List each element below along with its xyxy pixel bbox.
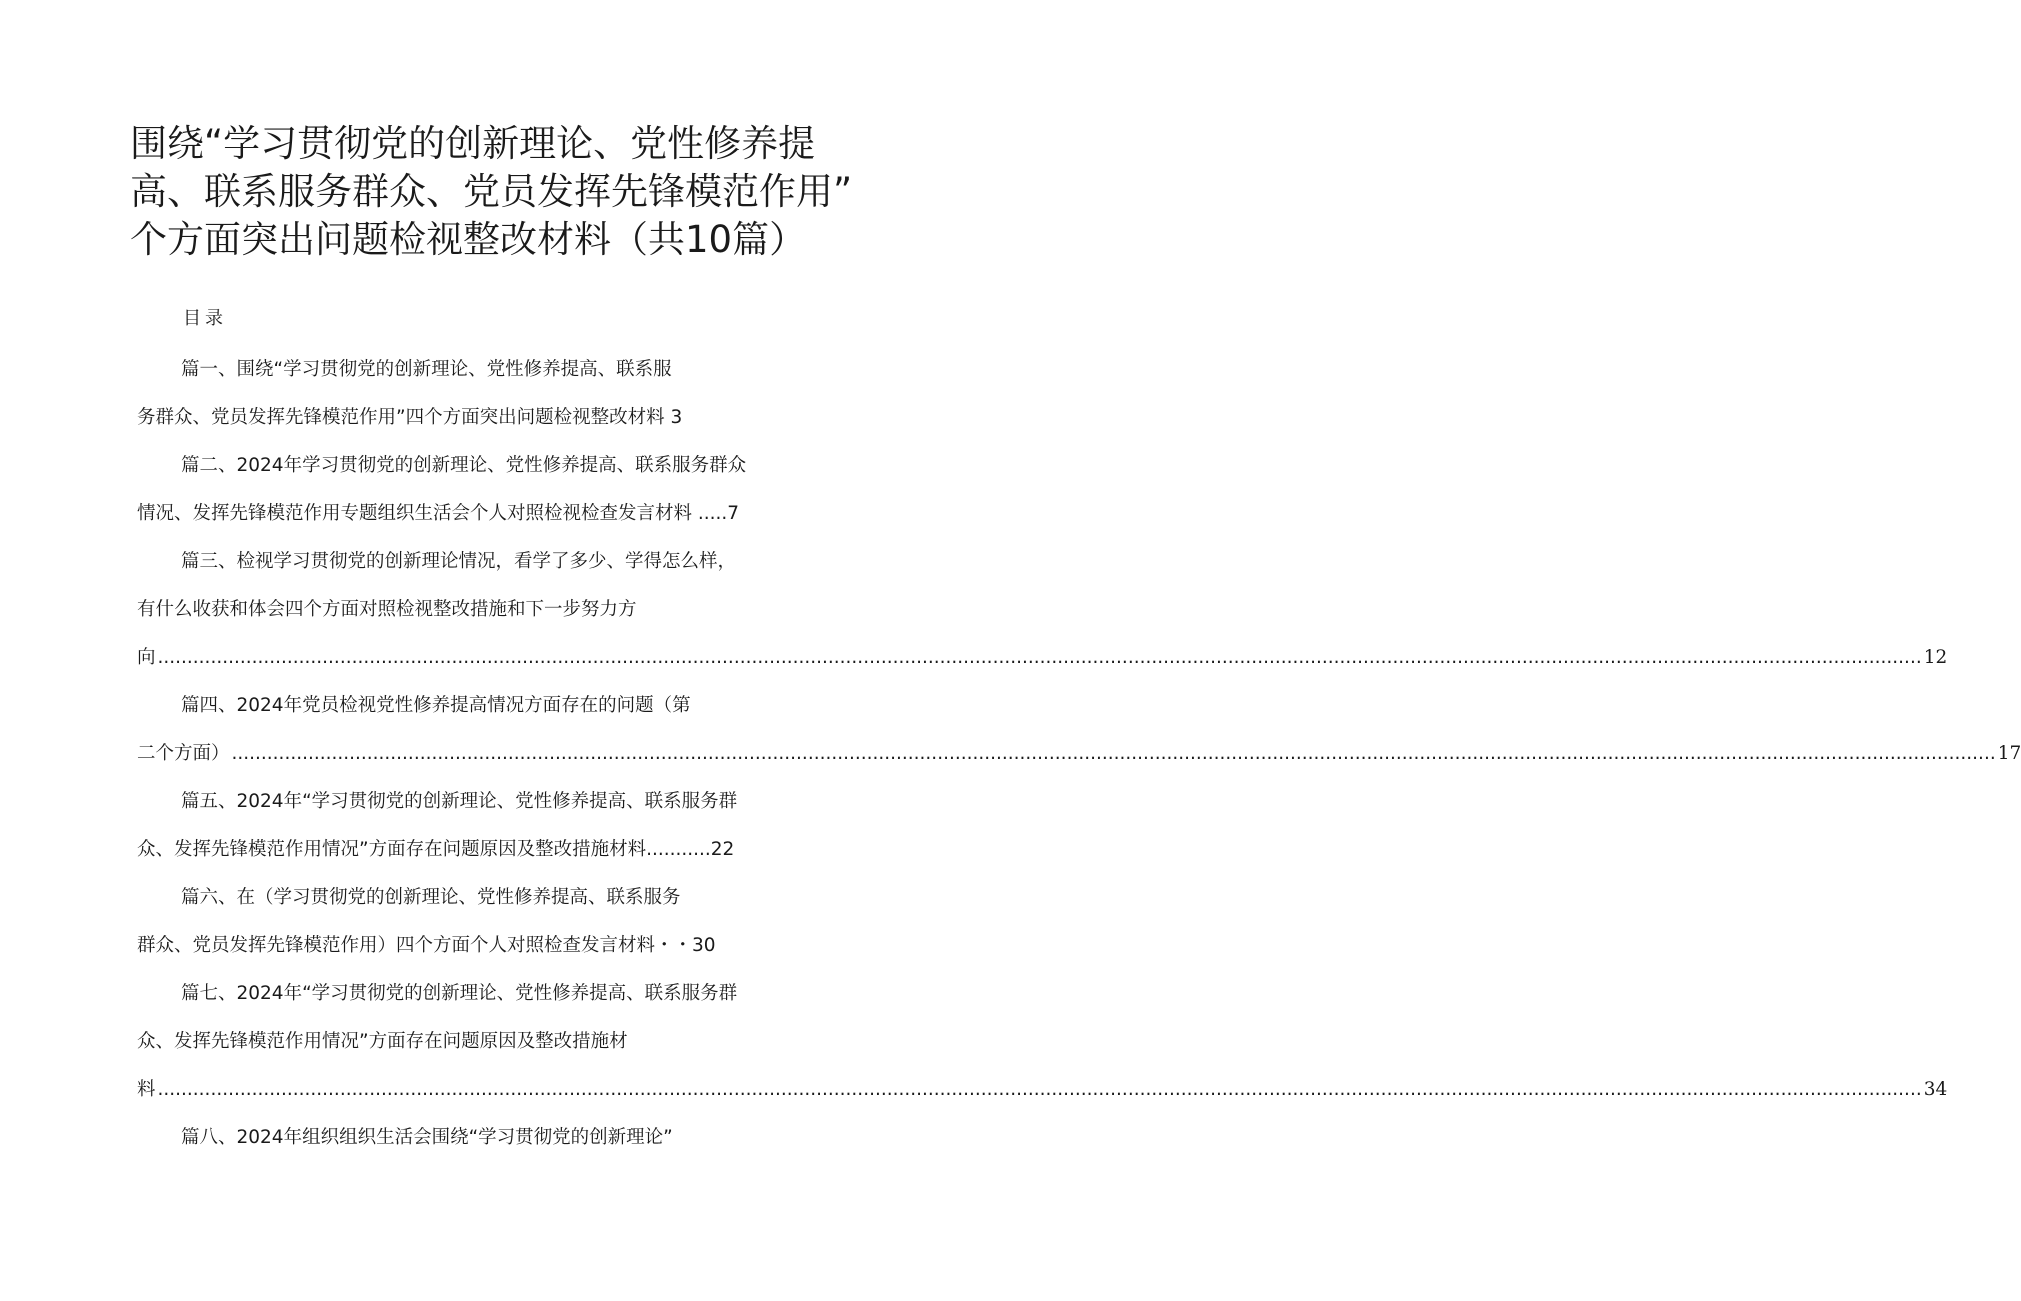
toc-entry-7-line-2[interactable]: 众、发挥先锋模范作用情况”方面存在问题原因及整改措施材: [137, 1031, 628, 1052]
toc-entry-4-leader-text: 二个方面）: [137, 743, 230, 764]
toc-entry-5-line-1[interactable]: 篇五、2024年“学习贯彻党的创新理论、党性修养提高、联系服务群: [181, 791, 738, 812]
toc-entry-2-line-1[interactable]: 篇二、2024年学习贯彻党的创新理论、党性修养提高、联系服务群众: [181, 455, 747, 476]
title-line-3: 个方面突出问题检视整改材料（共10篇）: [130, 218, 807, 261]
dot-leader: ............................................................................................................................................................................................................................................................................................................: [157, 647, 1922, 668]
toc-entry-5-line-2[interactable]: 众、发挥先锋模范作用情况”方面存在问题原因及整改措施材料...........22: [137, 839, 735, 860]
toc-entry-4-page-number: 17: [1997, 743, 2021, 764]
title-line-1: 围绕“学习贯彻党的创新理论、党性修养提: [130, 122, 816, 165]
dot-leader: ............................................................................................................................................................................................................................................................................................................: [231, 743, 1996, 764]
toc-heading: 目录: [183, 308, 227, 329]
toc-entry-3-leader-text: 向: [137, 647, 156, 668]
toc-entry-3-line-1[interactable]: 篇三、检视学习贯彻党的创新理论情况，看学了多少、学得怎么样，: [181, 551, 737, 572]
toc-entry-7-leader-text: 料: [137, 1079, 156, 1100]
toc-entry-6-line-1[interactable]: 篇六、在（学习贯彻党的创新理论、党性修养提高、联系服务: [181, 887, 681, 908]
toc-entry-3-line-3[interactable]: [137, 634, 1948, 682]
toc-entry-4-line-1[interactable]: 篇四、2024年党员检视党性修养提高情况方面存在的问题（第: [181, 695, 691, 716]
toc-entry-7-line-3[interactable]: [137, 1066, 1948, 1114]
toc-entry-2-line-2[interactable]: 情况、发挥先锋模范作用专题组织生活会个人对照检视检查发言材料 .....7: [137, 503, 740, 524]
toc-entry-8-line-1[interactable]: 篇八、2024年组织组织生活会围绕“学习贯彻党的创新理论”: [181, 1127, 673, 1148]
document-title: [130, 120, 853, 264]
dot-leader: ............................................................................................................................................................................................................................................................................................................: [157, 1079, 1922, 1100]
toc-entry-6-line-2[interactable]: 群众、党员发挥先锋模范作用）四个方面个人对照检查发言材料・・30: [137, 935, 716, 956]
toc-entry-1-line-2[interactable]: 务群众、党员发挥先锋模范作用”四个方面突出问题检视整改材料 3: [137, 407, 683, 428]
toc-entry-3-line-2[interactable]: 有什么收获和体会四个方面对照检视整改措施和下一步努力方: [137, 599, 637, 620]
toc-entry-3-page-number: 12: [1923, 647, 1948, 668]
toc-entry-7-line-1[interactable]: 篇七、2024年“学习贯彻党的创新理论、党性修养提高、联系服务群: [181, 983, 738, 1004]
toc-entry-4-line-2[interactable]: [137, 730, 2021, 778]
toc-entry-7-page-number: 34: [1923, 1079, 1948, 1100]
table-of-contents: [137, 346, 2021, 1162]
toc-entry-1-line-1[interactable]: 篇一、围绕“学习贯彻党的创新理论、党性修养提高、联系服: [181, 359, 672, 380]
title-line-2: 高、联系服务群众、党员发挥先锋模范作用”: [130, 170, 853, 213]
